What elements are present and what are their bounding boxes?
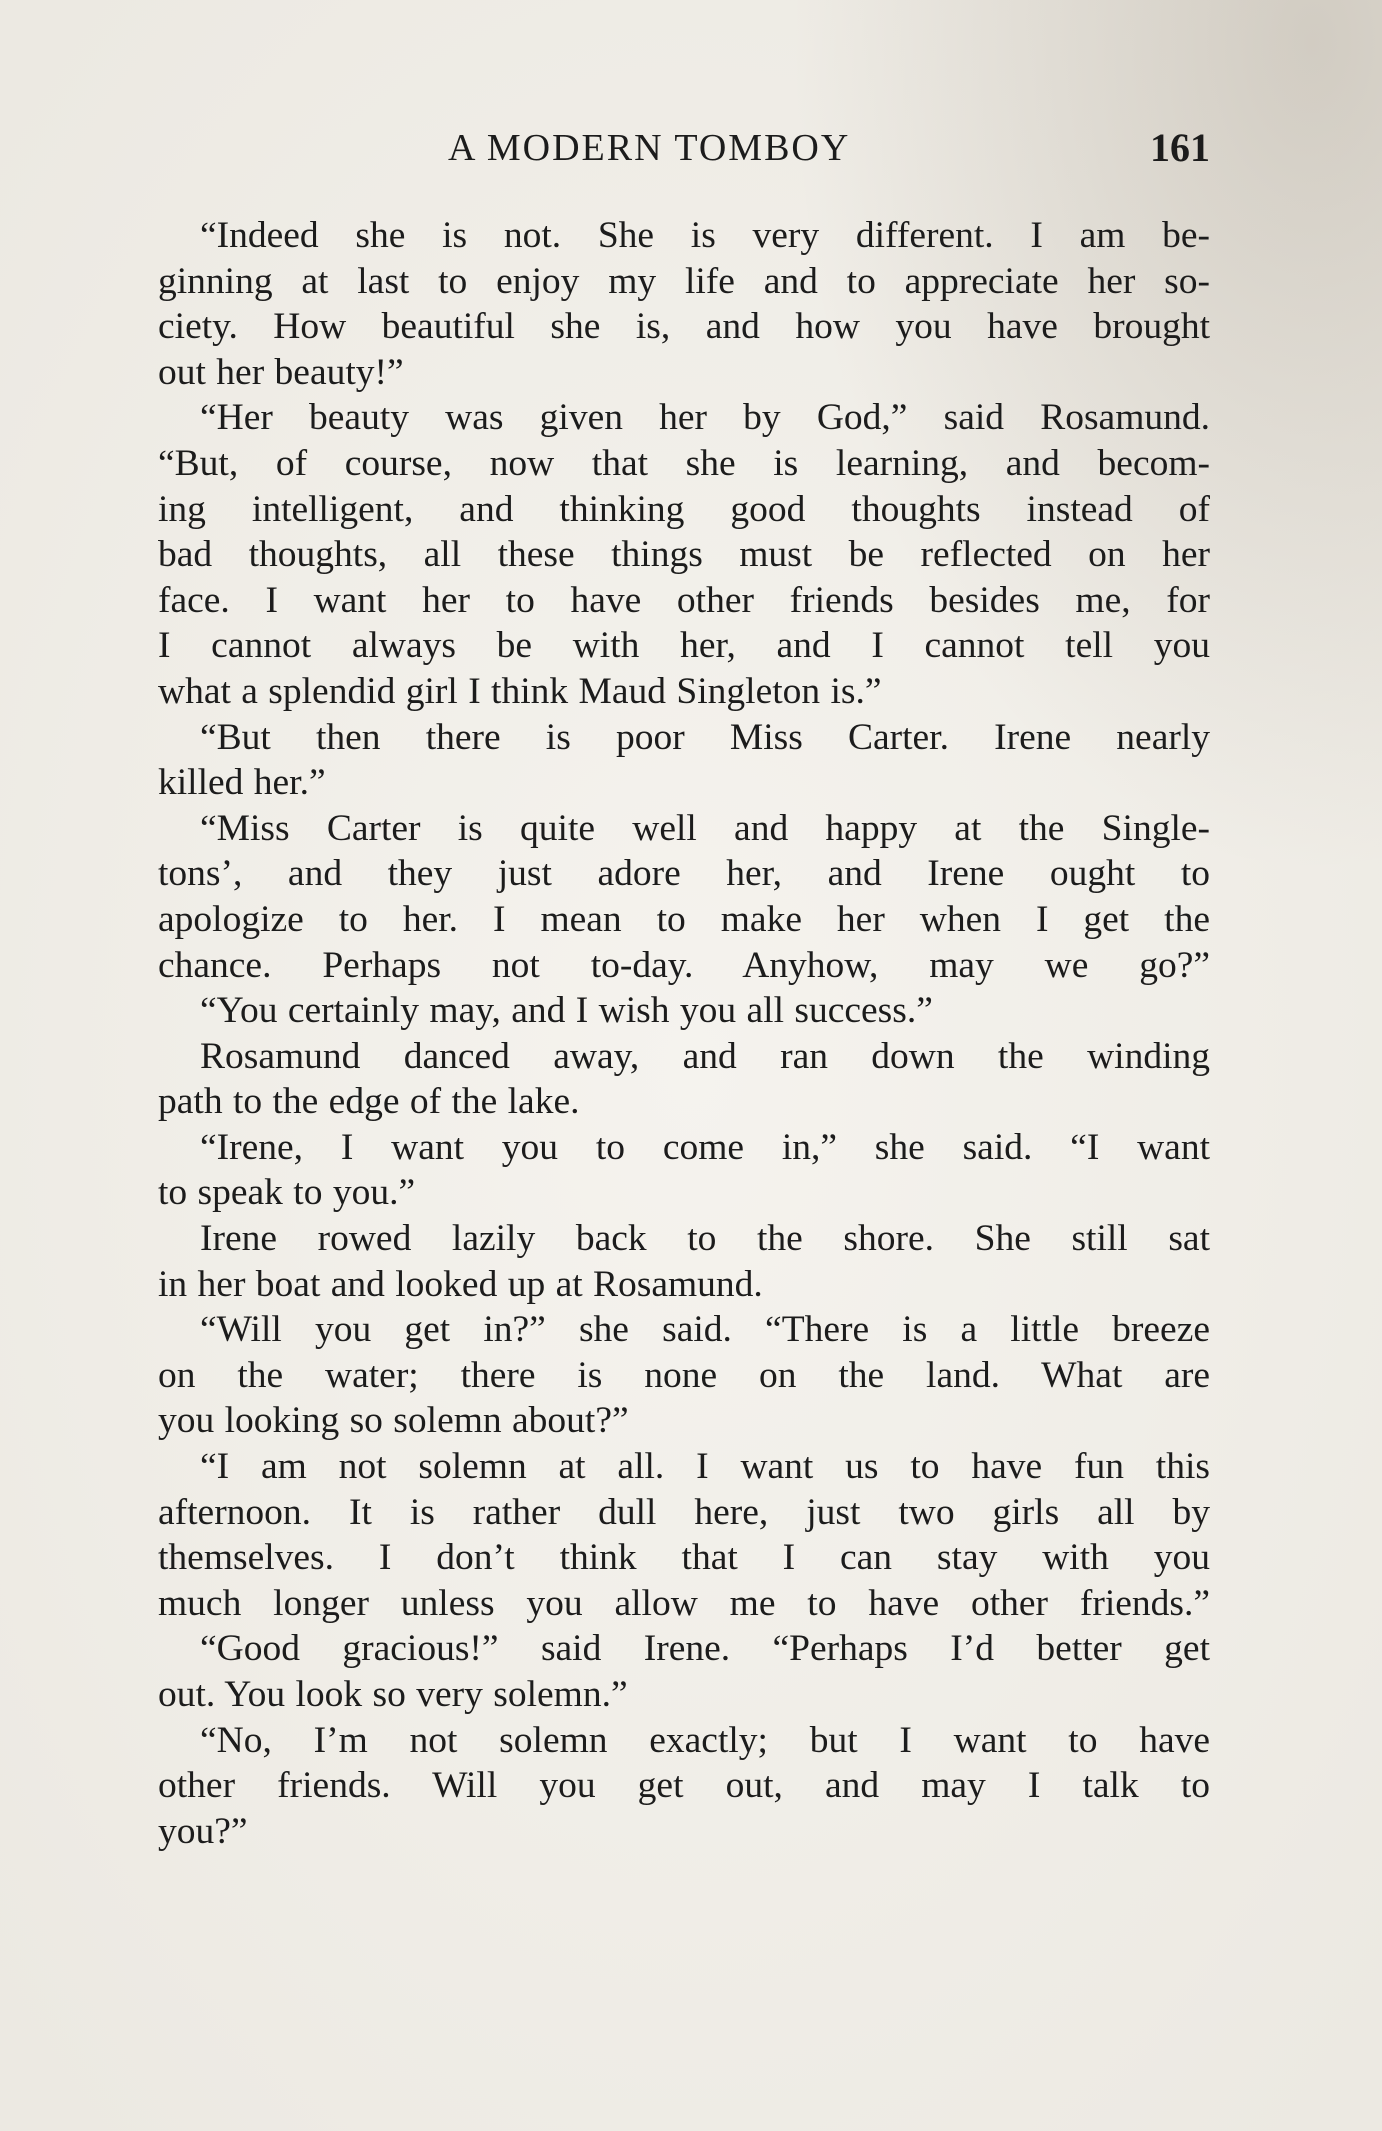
text-line: “Her beauty was given her by God,” said Rosamund. xyxy=(200,397,1210,439)
text-line: “I am not solemn at all. I want us to have fun this xyxy=(200,1446,1210,1488)
text-line: ciety. How beautiful she is, and how you have brought xyxy=(158,306,1210,348)
text-line: “But then there is poor Miss Carter. Irene nearly xyxy=(200,716,1210,758)
text-line: tons’, and they just adore her, and Irene ought to xyxy=(158,853,1210,895)
text-line: bad thoughts, all these things must be reflected on her xyxy=(158,534,1210,576)
text-line: I cannot always be with her, and I cannot tell you xyxy=(158,625,1210,667)
text-line: Irene rowed lazily back to the shore. She still sat xyxy=(200,1218,1210,1260)
text-line: “But, of course, now that she is learning, and becom- xyxy=(158,442,1210,484)
text-line: out. You look so very solemn.” xyxy=(158,1674,628,1715)
text-line: path to the edge of the lake. xyxy=(158,1081,580,1123)
text-line: “Indeed she is not. She is very different. I am be- xyxy=(200,215,1210,256)
text-line: ing intelligent, and thinking good thoughts instead of xyxy=(158,488,1210,530)
text-line: “Will you get in?” she said. “There is a little breeze xyxy=(200,1309,1210,1351)
text-line: “Irene, I want you to come in,” she said. “I want xyxy=(200,1126,1210,1168)
text-line: Rosamund danced away, and ran down the winding xyxy=(200,1035,1210,1077)
text-line: you?” xyxy=(158,1810,248,1852)
text-line: apologize to her. I mean to make her when I get the xyxy=(158,898,1210,940)
text-line: much longer unless you allow me to have other friends.” xyxy=(158,1582,1210,1624)
text-line: other friends. Will you get out, and may I talk to xyxy=(158,1765,1210,1807)
text-line: chance. Perhaps not to-day. Anyhow, may we go?” xyxy=(158,944,1210,986)
text-line: themselves. I don’t think that I can stay with you xyxy=(158,1537,1210,1579)
body-text xyxy=(158,213,1210,1854)
text-line: killed her.” xyxy=(158,762,326,804)
text-line: to speak to you.” xyxy=(158,1172,416,1214)
text-line: on the water; there is none on the land. What are xyxy=(158,1354,1210,1396)
text-line: face. I want her to have other friends besides me, for xyxy=(158,579,1210,621)
text-line: “Miss Carter is quite well and happy at the Single- xyxy=(200,807,1210,849)
text-line: ginning at last to enjoy my life and to appreciate her so- xyxy=(158,260,1210,302)
text-line: in her boat and looked up at Rosamund. xyxy=(158,1263,763,1305)
text-line: afternoon. It is rather dull here, just two girls all by xyxy=(158,1491,1210,1533)
text-line: “Good gracious!” said Irene. “Perhaps I’d better get xyxy=(200,1628,1210,1670)
page-number: 161 xyxy=(1150,125,1210,170)
text-line: what a splendid girl I think Maud Singleton is.” xyxy=(158,670,882,712)
text-line: “No, I’m not solemn exactly; but I want to have xyxy=(200,1719,1210,1761)
page-header xyxy=(158,118,1210,178)
text-line: you looking so solemn about?” xyxy=(158,1400,629,1442)
text-line: “You certainly may, and I wish you all success.” xyxy=(200,990,933,1032)
running-title: A MODERN TOMBOY xyxy=(448,127,851,169)
text-line: out her beauty!” xyxy=(158,351,404,393)
